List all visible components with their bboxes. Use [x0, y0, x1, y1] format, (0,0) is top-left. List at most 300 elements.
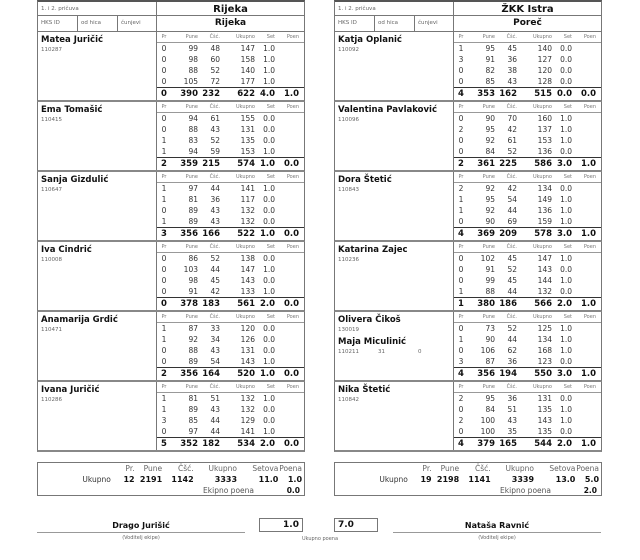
game-set: 1.0 — [560, 217, 572, 226]
game-ukupno: 120 — [240, 324, 255, 333]
game-ukupno: 135 — [537, 427, 552, 436]
game-pune: 73 — [485, 324, 495, 333]
game-row — [157, 345, 304, 356]
player-info — [335, 312, 454, 380]
game-row — [157, 426, 304, 437]
player-scores — [454, 102, 601, 170]
player-total-row — [157, 157, 304, 170]
total-poen: 1.0 — [580, 299, 596, 309]
player-hks-id: 110286 — [41, 397, 62, 403]
away-total-points: 7.0 — [334, 518, 378, 532]
game-ukupno: 141 — [240, 427, 255, 436]
total-set: 1.0 — [259, 159, 275, 169]
summary-ekipno-row — [38, 485, 304, 496]
game-pune: 98 — [188, 55, 198, 64]
game-set: 1.0 — [560, 324, 572, 333]
col-header-set: Set — [266, 384, 275, 390]
game-pr: 0 — [161, 265, 167, 274]
game-cisc: 61 — [507, 136, 517, 145]
total-cisc: 165 — [499, 439, 517, 449]
game-pr: 0 — [458, 217, 464, 226]
player-total-row — [454, 227, 601, 240]
game-pune: 99 — [485, 276, 495, 285]
total-cisc: 232 — [202, 89, 220, 99]
game-cisc: 52 — [210, 254, 220, 263]
player-name: Iva Cindrić — [41, 245, 92, 255]
col-header-ukupno: Ukupno — [236, 34, 255, 40]
player-hks-id: 110647 — [41, 187, 62, 193]
summary-ukupno: 3333 — [214, 475, 238, 484]
col-header-pr: Pr — [161, 34, 167, 40]
total-points-label: Ukupno poena — [301, 536, 339, 542]
game-set: 0.0 — [560, 66, 572, 75]
game-cisc: 43 — [210, 405, 220, 414]
game-pr: 1 — [161, 217, 167, 226]
game-pr: 0 — [458, 427, 464, 436]
game-cisc: 59 — [210, 147, 220, 156]
game-set: 1.0 — [560, 254, 572, 263]
player-info — [38, 102, 157, 170]
game-set: 1.0 — [263, 265, 275, 274]
game-cisc: 52 — [507, 147, 517, 156]
game-row — [157, 43, 304, 54]
game-set: 0.0 — [560, 184, 572, 193]
total-set: 0.0 — [556, 89, 572, 99]
col-header-set: Set — [266, 244, 275, 250]
game-pune: 90 — [485, 335, 495, 344]
game-ukupno: 136 — [537, 147, 552, 156]
player-hks-id: 110471 — [41, 327, 62, 333]
player-block — [334, 172, 602, 242]
col-header-poen: Poen — [583, 34, 596, 40]
game-cisc: 45 — [507, 44, 517, 53]
player-block — [37, 242, 305, 312]
player-total-row — [157, 297, 304, 310]
total-set: 3.0 — [556, 159, 572, 169]
col-header-cisc: Čšć. — [506, 244, 517, 250]
game-ukupno: 147 — [240, 44, 255, 53]
col-header-pr: Pr — [458, 34, 464, 40]
game-set: 0.0 — [560, 357, 572, 366]
total-pune: 361 — [477, 159, 495, 169]
game-ukupno: 131 — [240, 125, 255, 134]
game-ukupno: 132 — [240, 206, 255, 215]
game-pr: 0 — [458, 346, 464, 355]
summary-ukupno: 3339 — [511, 475, 535, 484]
col-header-cisc: Čšć. — [209, 314, 220, 320]
game-set: 0.0 — [560, 77, 572, 86]
game-set: 1.0 — [263, 287, 275, 296]
game-pune: 83 — [188, 136, 198, 145]
player-scores — [454, 382, 601, 450]
game-pr: 0 — [458, 77, 464, 86]
game-pr: 2 — [458, 394, 464, 403]
col-header-pr: Pr — [161, 384, 167, 390]
total-set: 2.0 — [259, 299, 275, 309]
total-pune: 356 — [180, 229, 198, 239]
col-header-set: Set — [266, 34, 275, 40]
total-cisc: 183 — [202, 299, 220, 309]
game-ukupno: 127 — [537, 55, 552, 64]
game-row — [454, 264, 601, 275]
col-header-poen: Poen — [583, 244, 596, 250]
game-row — [454, 205, 601, 216]
summary-header-cisc: Čšć. — [178, 464, 194, 473]
game-pr: 0 — [458, 147, 464, 156]
summary-header-row — [335, 463, 601, 474]
game-set: 1.0 — [263, 66, 275, 75]
game-row — [454, 135, 601, 146]
game-cisc: 44 — [210, 265, 220, 274]
game-ukupno: 117 — [240, 195, 255, 204]
player-name: Dora Štetić — [338, 175, 392, 185]
total-set: 3.0 — [556, 229, 572, 239]
game-pune: 82 — [485, 66, 495, 75]
col-header-cisc: Čšć. — [209, 34, 220, 40]
game-row — [454, 76, 601, 87]
game-set: 1.0 — [263, 357, 275, 366]
player-scores — [454, 172, 601, 240]
game-cisc: 42 — [507, 184, 517, 193]
total-poen: 0.0 — [283, 159, 299, 169]
total-ukupno: 566 — [534, 299, 552, 309]
player-total-row — [454, 297, 601, 310]
game-cisc: 34 — [210, 335, 220, 344]
game-row — [157, 264, 304, 275]
game-ukupno: 143 — [537, 416, 552, 425]
player-scores — [157, 312, 304, 380]
game-set: 0.0 — [263, 416, 275, 425]
away-manager-role: (Voditelj ekipe) — [478, 535, 516, 541]
game-set: 0.0 — [263, 114, 275, 123]
game-cisc: 44 — [210, 184, 220, 193]
game-ukupno: 123 — [537, 357, 552, 366]
col-header-set: Set — [266, 104, 275, 110]
total-ukupno: 520 — [237, 369, 255, 379]
player-hks-id: 110096 — [338, 117, 359, 123]
game-ukupno: 147 — [537, 254, 552, 263]
summary-header-ukupno: Ukupno — [505, 464, 535, 473]
game-ukupno: 168 — [537, 346, 552, 355]
column-header-row — [454, 382, 601, 393]
header-row-ids — [334, 16, 602, 32]
col-header-set: Set — [563, 384, 572, 390]
game-row — [454, 426, 601, 437]
game-pune: 90 — [485, 114, 495, 123]
total-cisc: 162 — [499, 89, 517, 99]
col-header-cisc: Čšć. — [209, 174, 220, 180]
column-header-row — [454, 102, 601, 113]
substitute-hks-id: 110211 — [338, 349, 359, 355]
game-pune: 84 — [485, 147, 495, 156]
game-row — [157, 334, 304, 345]
total-pune: 352 — [180, 439, 198, 449]
player-total-row — [454, 437, 601, 450]
game-cisc: 43 — [210, 206, 220, 215]
game-ukupno: 138 — [240, 254, 255, 263]
game-pune: 88 — [188, 66, 198, 75]
game-pune: 95 — [485, 394, 495, 403]
game-cisc: 35 — [507, 427, 517, 436]
venue-name: Rijeka — [214, 18, 247, 28]
summary-header-pr: Pr. — [422, 464, 432, 473]
total-set: 1.0 — [259, 229, 275, 239]
game-set: 0.0 — [263, 217, 275, 226]
col-header-pune: Pune — [185, 104, 198, 110]
game-pr: 0 — [161, 357, 167, 366]
game-pr: 3 — [458, 55, 464, 64]
game-cisc: 44 — [210, 427, 220, 436]
game-pr: 1 — [161, 394, 167, 403]
game-row — [157, 76, 304, 87]
summary-setova: 13.0 — [555, 475, 576, 484]
game-row — [157, 253, 304, 264]
col-header-pr: Pr — [161, 104, 167, 110]
game-pr: 0 — [161, 125, 167, 134]
game-pune: 91 — [188, 287, 198, 296]
od-hica-label: od hica — [78, 16, 118, 31]
game-pr: 2 — [458, 184, 464, 193]
game-row — [454, 65, 601, 76]
header-id-cells — [335, 16, 454, 31]
total-poen: 0.0 — [283, 299, 299, 309]
game-cisc: 44 — [210, 416, 220, 425]
summary-value-row — [38, 474, 304, 485]
game-pune: 97 — [188, 184, 198, 193]
team-name: ŽKK Istra — [501, 4, 554, 15]
game-set: 1.0 — [560, 276, 572, 285]
player-id-row — [338, 256, 450, 264]
game-cisc: 44 — [507, 335, 517, 344]
total-set: 2.0 — [556, 299, 572, 309]
game-pr: 3 — [458, 357, 464, 366]
game-pr: 0 — [458, 254, 464, 263]
col-header-cisc: Čšć. — [209, 104, 220, 110]
col-header-pune: Pune — [482, 34, 495, 40]
player-name: Olivera Čikoš — [338, 315, 401, 325]
game-pr: 0 — [161, 77, 167, 86]
player-id-row — [41, 46, 153, 54]
col-header-poen: Poen — [286, 244, 299, 250]
column-header-row — [454, 312, 601, 323]
col-header-pr: Pr — [161, 174, 167, 180]
total-poen: 0.0 — [283, 229, 299, 239]
game-cisc: 69 — [507, 217, 517, 226]
game-set: 0.0 — [263, 254, 275, 263]
col-header-cisc: Čšć. — [506, 104, 517, 110]
player-total-row — [157, 437, 304, 450]
game-pune: 89 — [188, 405, 198, 414]
col-header-poen: Poen — [286, 314, 299, 320]
player-info — [335, 382, 454, 450]
column-header-row — [157, 312, 304, 323]
game-ukupno: 135 — [537, 405, 552, 414]
game-cisc: 43 — [507, 77, 517, 86]
game-row — [157, 135, 304, 146]
game-set: 1.0 — [560, 416, 572, 425]
header-reserve-cell — [335, 2, 454, 15]
player-id-row — [41, 396, 153, 404]
summary-header-setova: Setova — [252, 464, 279, 473]
player-info — [335, 242, 454, 310]
col-header-ukupno: Ukupno — [236, 244, 255, 250]
home-summary — [37, 462, 305, 496]
game-pr: 2 — [458, 125, 464, 134]
summary-ekipno-row — [335, 485, 601, 496]
summary-pune: 2198 — [436, 475, 460, 484]
game-ukupno: 135 — [240, 136, 255, 145]
game-pune: 100 — [480, 416, 495, 425]
game-ukupno: 128 — [537, 77, 552, 86]
total-ukupno: 550 — [534, 369, 552, 379]
player-total-row — [157, 367, 304, 380]
col-header-poen: Poen — [286, 174, 299, 180]
total-pune: 356 — [180, 369, 198, 379]
col-header-pune: Pune — [482, 314, 495, 320]
player-block — [334, 102, 602, 172]
game-row — [454, 43, 601, 54]
player-name: Katja Oplanić — [338, 35, 402, 45]
summary-pune: 2191 — [139, 475, 163, 484]
game-pune: 89 — [188, 357, 198, 366]
game-set: 0.0 — [560, 147, 572, 156]
player-info — [38, 242, 157, 310]
game-row — [157, 323, 304, 334]
game-pr: 0 — [161, 427, 167, 436]
game-pune: 98 — [188, 276, 198, 285]
game-set: 0.0 — [560, 265, 572, 274]
game-ukupno: 120 — [537, 66, 552, 75]
col-header-pr: Pr — [458, 314, 464, 320]
total-pr: 0 — [161, 299, 167, 309]
game-pr: 1 — [458, 44, 464, 53]
total-pune: 369 — [477, 229, 495, 239]
col-header-pune: Pune — [482, 104, 495, 110]
game-pune: 92 — [188, 335, 198, 344]
col-header-poen: Poen — [286, 104, 299, 110]
header-reserve-cell — [38, 2, 157, 15]
game-ukupno: 153 — [240, 147, 255, 156]
col-header-set: Set — [563, 174, 572, 180]
total-pune: 378 — [180, 299, 198, 309]
col-header-cisc: Čšć. — [506, 34, 517, 40]
substitute-name: Maja Miculinić — [338, 337, 407, 347]
game-set: 1.0 — [560, 346, 572, 355]
game-pune: 95 — [485, 44, 495, 53]
total-poen: 1.0 — [580, 369, 596, 379]
col-header-poen: Poen — [286, 384, 299, 390]
header-row-reserve — [37, 0, 305, 16]
game-row — [454, 275, 601, 286]
player-name: Valentina Pavlaković — [338, 105, 437, 115]
col-header-pune: Pune — [185, 384, 198, 390]
game-pr: 0 — [458, 114, 464, 123]
game-row — [157, 54, 304, 65]
total-set: 3.0 — [556, 369, 572, 379]
col-header-ukupno: Ukupno — [236, 384, 255, 390]
player-info — [38, 172, 157, 240]
total-cisc: 194 — [499, 369, 517, 379]
total-pune: 353 — [477, 89, 495, 99]
col-header-poen: Poen — [583, 174, 596, 180]
game-set: 1.0 — [263, 184, 275, 193]
home-team-panel — [37, 0, 305, 452]
game-cisc: 51 — [210, 394, 220, 403]
game-pune: 81 — [188, 394, 198, 403]
substitute-id-row — [338, 348, 450, 356]
game-set: 0.0 — [560, 55, 572, 64]
game-ukupno: 132 — [240, 394, 255, 403]
col-header-pr: Pr — [458, 104, 464, 110]
game-ukupno: 126 — [240, 335, 255, 344]
game-pr: 0 — [161, 254, 167, 263]
total-set: 2.0 — [556, 439, 572, 449]
game-set: 1.0 — [263, 55, 275, 64]
game-pr: 0 — [458, 265, 464, 274]
col-header-ukupno: Ukupno — [533, 174, 552, 180]
game-pune: 102 — [480, 254, 495, 263]
player-hks-id: 110236 — [338, 257, 359, 263]
summary-header-setova: Setova — [549, 464, 576, 473]
game-ukupno: 140 — [537, 44, 552, 53]
player-hks-id: 110415 — [41, 117, 62, 123]
total-ukupno: 561 — [237, 299, 255, 309]
game-set: 0.0 — [560, 394, 572, 403]
game-cisc: 43 — [210, 217, 220, 226]
game-pr: 0 — [458, 405, 464, 414]
total-ukupno: 534 — [237, 439, 255, 449]
player-hks-id: 130019 — [338, 327, 359, 333]
col-header-ukupno: Ukupno — [236, 314, 255, 320]
player-name: Anamarija Grdić — [41, 315, 118, 325]
player-block — [37, 32, 305, 102]
game-pr: 3 — [161, 416, 167, 425]
summary-header-pune: Pune — [143, 464, 163, 473]
game-pr: 2 — [458, 416, 464, 425]
venue-name: Poreč — [513, 18, 542, 28]
game-set: 0.0 — [263, 405, 275, 414]
game-pr: 0 — [458, 276, 464, 285]
player-block — [334, 242, 602, 312]
header-id-cells — [38, 16, 157, 31]
player-info — [38, 312, 157, 380]
total-poen: 0.0 — [283, 439, 299, 449]
game-cisc: 43 — [507, 416, 517, 425]
summary-header-cisc: Čšć. — [475, 464, 491, 473]
total-ukupno: 574 — [237, 159, 255, 169]
player-id-row — [338, 396, 450, 404]
game-cisc: 42 — [210, 287, 220, 296]
col-header-ukupno: Ukupno — [533, 244, 552, 250]
cunjevi-label: čunjevi — [121, 20, 141, 26]
total-pr: 5 — [161, 439, 167, 449]
game-set: 0.0 — [560, 287, 572, 296]
away-manager-name: Nataša Ravnić — [464, 521, 530, 530]
game-cisc: 42 — [507, 125, 517, 134]
player-hks-id: 110842 — [338, 397, 359, 403]
col-header-pune: Pune — [482, 174, 495, 180]
total-pr: 4 — [458, 229, 464, 239]
col-header-pr: Pr — [458, 174, 464, 180]
col-header-cisc: Čšć. — [209, 384, 220, 390]
player-info — [38, 32, 157, 100]
game-set: 0.0 — [263, 324, 275, 333]
signature-line — [37, 532, 245, 533]
game-set: 1.0 — [263, 394, 275, 403]
game-ukupno: 132 — [240, 217, 255, 226]
player-scores — [157, 102, 304, 170]
summary-header-poena: Poena — [279, 464, 303, 473]
